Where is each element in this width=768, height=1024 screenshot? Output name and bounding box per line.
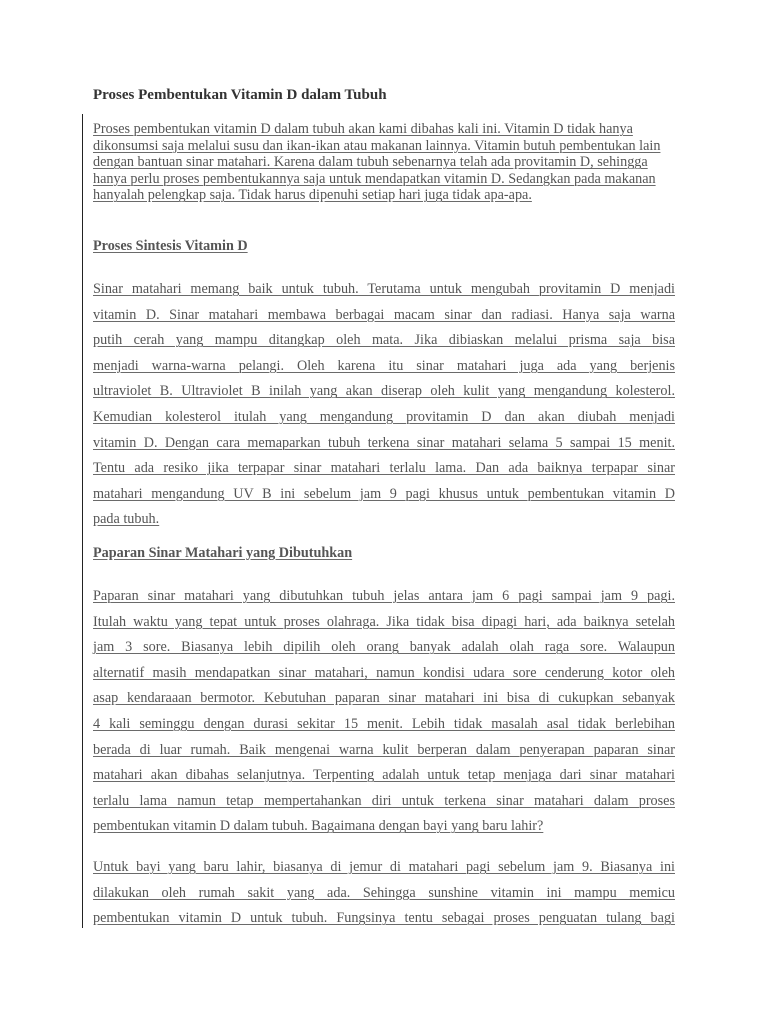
paragraph-line: putih cerah yang mampu ditangkap oleh mata. Jika dibiaskan melalui prisma saja bisa <box>93 332 675 349</box>
paragraph-line: berada di luar rumah. Baik mengenai warna kulit berperan dalam penyerapan paparan sinar <box>93 741 675 758</box>
paragraph-line: Untuk bayi yang baru lahir, biasanya di jemur di matahari pagi sebelum jam 9. Biasanya ini <box>93 859 675 875</box>
paragraph-line: 4 kali seminggu dengan durasi sekitar 15 menit. Lebih tidak masalah asal tidak berlebihan <box>93 715 675 732</box>
paragraph-line: asap kendaraaan bermotor. Kebutuhan paparan sinar matahari ini bisa di cukupkan sebanyak <box>93 690 675 707</box>
section-heading-paparan: Paparan Sinar Matahari yang Dibutuhkan <box>93 545 353 561</box>
paragraph-line: terlalu lama namun tetap mempertahankan diri untuk terkena sinar matahari dalam proses <box>93 792 675 809</box>
paragraph-line: Paparan sinar matahari yang dibutuhkan tubuh jelas antara jam 6 pagi sampai jam 9 pagi. <box>93 588 675 604</box>
document-title: Proses Pembentukan Vitamin D dalam Tubuh <box>93 87 387 103</box>
paragraph-line: jam 3 sore. Biasanya lebih dipilih oleh orang banyak adalah olah raga sore. Walaupun <box>93 639 675 656</box>
section-heading-sintesis: Proses Sintesis Vitamin D <box>93 238 248 254</box>
paragraph-line: alternatif masih mendapatkan sinar matahari, namun kondisi udara sore cenderung kotor oleh <box>93 664 675 681</box>
paragraph-line: Sinar matahari memang baik untuk tubuh. Terutama untuk mengubah provitamin D menjadi <box>93 281 675 297</box>
intro-paragraph: Proses pembentukan vitamin D dalam tubuh akan kami dibahas kali ini. Vitamin D tidak hanya dikonsumsi saja melalui susu dan ikan-ikan atau makanan lainnya. Vitamin butuh pembentukan lain dengan bantuan sinar matahari. Karena dalam tubuh sebenarnya telah ada provitamin D, sehingga hanya perlu proses pembentukannya saja untuk mendapatkan vitamin D. Sedangkan pada makanan hanyalah pelengkap saja. Tidak harus dipenuhi setiap hari juga tidak apa-apa. <box>93 121 661 204</box>
paragraph-line: menjadi warna-warna pelangi. Oleh karena itu sinar matahari juga ada yang berjenis <box>93 357 675 374</box>
paragraph-line: vitamin D. Dengan cara memaparkan tubuh terkena sinar matahari selama 5 sampai 15 menit. <box>93 434 675 451</box>
paragraph-line: matahari akan dibahas selanjutnya. Terpenting adalah untuk tetap menjaga dari sinar matahari <box>93 767 675 784</box>
paragraph-line: Kemudian kolesterol itulah yang mengandung provitamin D dan akan diubah menjadi <box>93 408 675 425</box>
paragraph-line: pembentukan vitamin D dalam tubuh. Bagaimana dengan bayi yang baru lahir? <box>93 818 544 835</box>
paragraph-line: pembentukan vitamin D untuk tubuh. Fungsinya tentu sebagai proses penguatan tulang bagi <box>93 910 675 927</box>
paragraph-line: matahari mengandung UV B ini sebelum jam 9 pagi khusus untuk pembentukan vitamin D <box>93 485 675 502</box>
paragraph-line: Tentu ada resiko jika terpapar sinar matahari terlalu lama. Dan ada baiknya terpapar sinar <box>93 460 675 477</box>
paragraph-line: vitamin D. Sinar matahari membawa berbagai macam sinar dan radiasi. Hanya saja warna <box>93 306 675 323</box>
paragraph-line: pada tubuh. <box>93 511 160 528</box>
left-margin-rule <box>82 114 83 928</box>
paragraph-paparan <box>93 584 675 840</box>
paragraph-line: dilakukan oleh rumah sakit yang ada. Sehingga sunshine vitamin ini mampu memicu <box>93 884 675 901</box>
paragraph-bayi <box>93 855 675 932</box>
paragraph-line: ultraviolet B. Ultraviolet B inilah yang akan diserap oleh kulit yang mengandung kolesterol. <box>93 383 675 400</box>
paragraph-line: Itulah waktu yang tepat untuk proses olahraga. Jika tidak bisa dipagi hari, ada baiknya setelah <box>93 613 675 630</box>
paragraph-sintesis <box>93 277 675 533</box>
